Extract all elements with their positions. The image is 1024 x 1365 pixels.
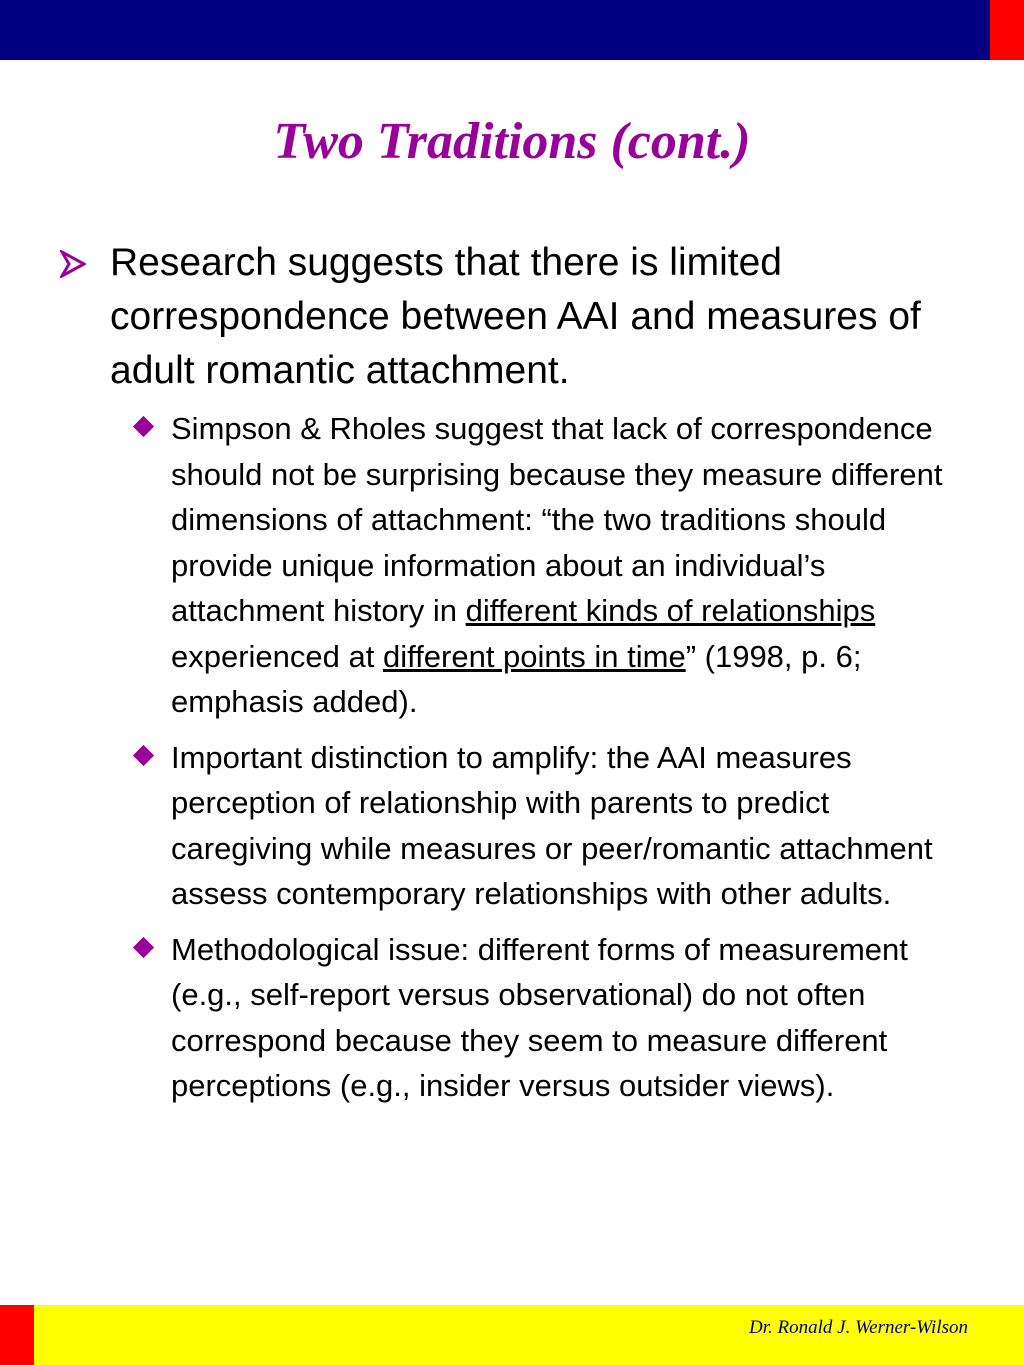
main-bullet-text: Research suggests that there is limited correspondence between AAI and measures of adult romantic attachment. bbox=[110, 241, 921, 392]
top-bar-accent bbox=[990, 0, 1024, 60]
slide-content bbox=[60, 236, 960, 1119]
sub-bullet-text: Methodological issue: different forms of measurement (e.g., self-report versus observational) do not often correspond because they seem to measure different perceptions (e.g., insider versus outsider views). bbox=[171, 931, 908, 1103]
sub-bullet-text: Important distinction to amplify: the AAI measures perception of relationship with parents to predict caregiving while measures or peer/romantic attachment assess contemporary relationships with other adults. bbox=[171, 739, 933, 911]
top-bar bbox=[0, 0, 1024, 60]
sub-bullet-simpson-rholes bbox=[131, 406, 951, 725]
bottom-bar-accent bbox=[0, 1305, 34, 1365]
sub-bullet-methodological bbox=[131, 927, 951, 1109]
sub-bullet-text bbox=[171, 406, 951, 725]
text-segment: Simpson & Rholes suggest that lack of correspondence should not be surprising because they measure different dimensions of attachment: “the two traditions should provide unique information about an individual’s attachment history in bbox=[171, 411, 943, 628]
slide-title: Two Traditions (cont.) bbox=[273, 113, 751, 170]
footer-author: Dr. Ronald J. Werner-Wilson bbox=[749, 1317, 968, 1338]
main-bullet bbox=[60, 236, 960, 398]
bottom-bar bbox=[0, 1305, 1024, 1365]
diamond-bullet-icon bbox=[131, 735, 171, 917]
underlined-phrase: different kinds of relationships bbox=[465, 593, 876, 628]
sub-bullet-distinction bbox=[131, 735, 951, 917]
diamond-bullet-icon bbox=[131, 927, 171, 1109]
text-segment: ” (1998, p. 6; emphasis added). bbox=[171, 638, 862, 719]
arrow-bullet-icon bbox=[60, 236, 110, 398]
text-segment: experienced at bbox=[171, 638, 383, 674]
diamond-bullet-icon bbox=[131, 406, 171, 725]
underlined-phrase: different points in time bbox=[382, 638, 686, 674]
